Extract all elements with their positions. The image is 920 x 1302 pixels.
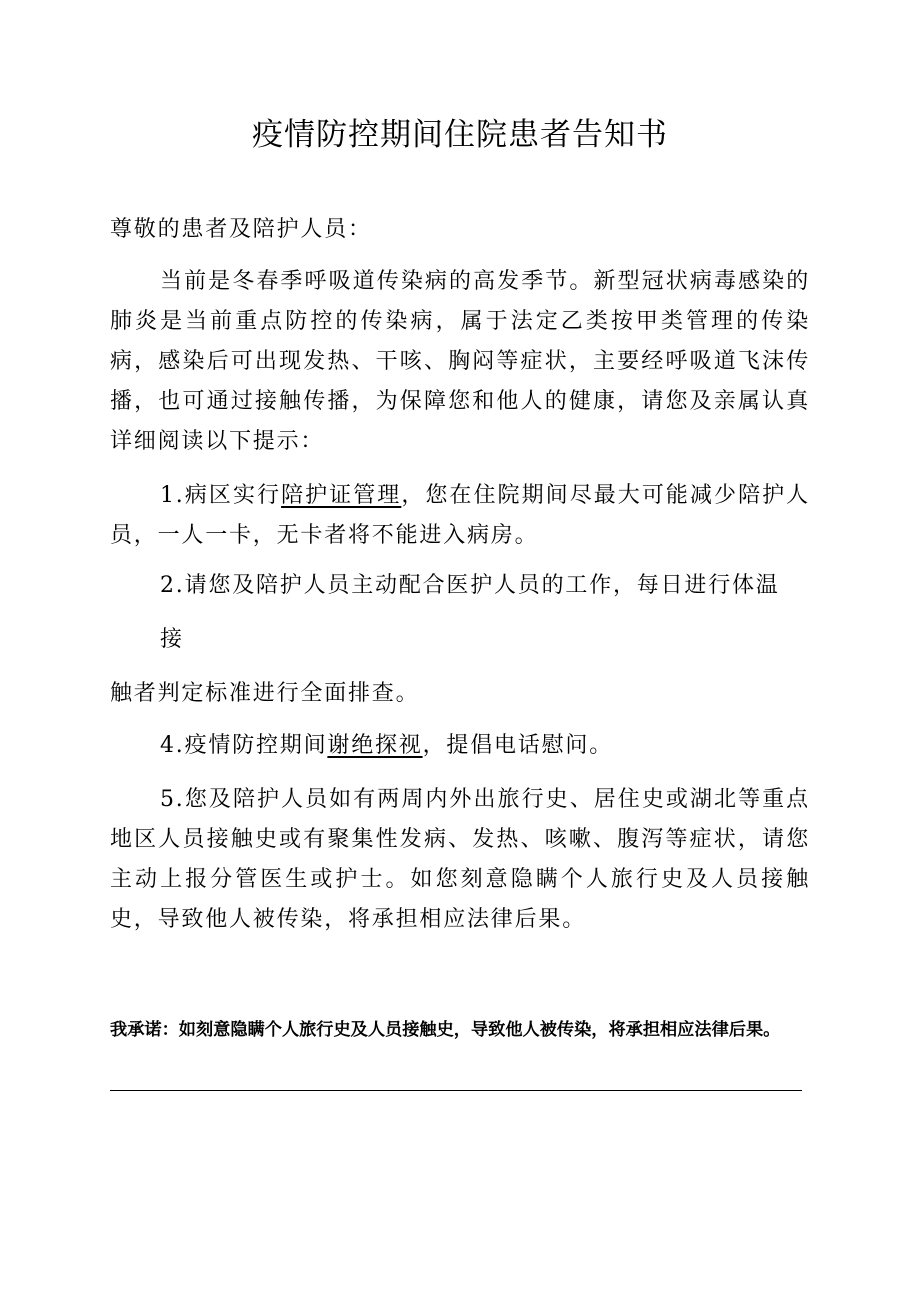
intro-paragraph: 当前是冬春季呼吸道传染病的高发季节。新型冠状病毒感染的肺炎是当前重点防控的传染病，属于法定乙类按甲类管理的传染病，感染后可出现发热、干咳、胸闷等症状，主要经呼吸道飞沫传播，也可通过接触传播，为保障您和他人的健康，请您及亲属认真详细阅读以下提示： bbox=[110, 269, 810, 454]
notice-item-3-fragment: 触者判定标准进行全面排查。 bbox=[110, 681, 420, 706]
document-title: 疫情防控期间住院患者告知书 bbox=[252, 117, 668, 153]
commitment-statement: 我承诺：如刻意隐瞒个人旅行史及人员接触史，导致他人被传染，将承担相应法律后果。 bbox=[110, 1020, 781, 1040]
notice-item-2: 2.请您及陪护人员主动配合医护人员的工作，每日进行体温 bbox=[160, 573, 780, 598]
notice-item-1 bbox=[110, 476, 810, 556]
item-4-suffix: ，提倡电话慰问。 bbox=[422, 733, 613, 758]
notice-item-2-continuation: 接 bbox=[160, 627, 184, 652]
item-1-suffix: ，您在住院期间尽最大可能减少陪护人员，一人一卡，无卡者将不能进入病房。 bbox=[110, 483, 810, 548]
notice-item-5: 5.您及陪护人员如有两周内外出旅行史、居住史或湖北等重点地区人员接触史或有聚集性发病、发热、咳嗽、腹泻等症状，请您主动上报分管医生或护士。如您刻意隐瞒个人旅行史及人员接触史，导致他人被传染，将承担相应法律后果。 bbox=[110, 787, 810, 932]
item-1-prefix: 1.病区实行 bbox=[160, 483, 282, 508]
greeting: 尊敬的患者及陪护人员： bbox=[110, 217, 372, 242]
item-4-prefix: 4.疫情防控期间 bbox=[160, 733, 328, 758]
notice-item-4 bbox=[110, 726, 810, 766]
signature-line bbox=[110, 1090, 802, 1091]
item-4-highlight: 谢绝探视 bbox=[327, 733, 423, 758]
item-1-highlight: 陪护证管理 bbox=[281, 483, 402, 508]
